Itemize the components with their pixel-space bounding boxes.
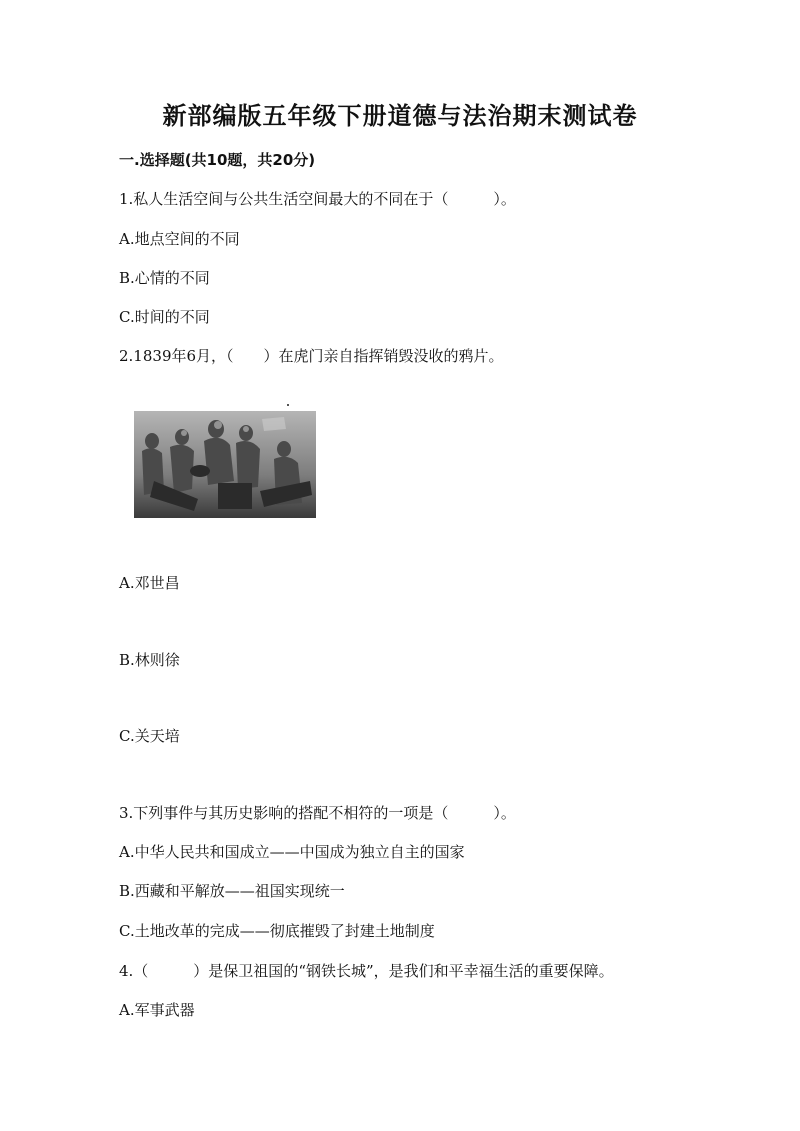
question-2-option-c: C.关天培 <box>119 727 180 745</box>
question-4-option-a: A.军事武器 <box>119 1001 195 1019</box>
question-2-stem: 2.1839年6月，（ ）在虎门亲自指挥销毁没收的鸦片。 <box>119 347 504 365</box>
question-1-option-b: B.心情的不同 <box>119 269 210 287</box>
section-heading: 一.选择题(共10题，共20分) <box>119 151 316 169</box>
page-title: 新部编版五年级下册道德与法治期末测试卷 <box>162 101 638 130</box>
question-2-option-a: A.邓世昌 <box>119 574 180 592</box>
question-2-option-b: B.林则徐 <box>119 651 180 669</box>
question-1-option-a: A.地点空间的不同 <box>119 230 240 248</box>
question-1-stem: 1.私人生活空间与公共生活空间最大的不同在于（ ）。 <box>119 190 516 208</box>
question-1-option-c: C.时间的不同 <box>119 308 210 326</box>
question-3-option-a: A.中华人民共和国成立——中国成为独立自主的国家 <box>119 843 465 861</box>
question-3-option-b: B.西藏和平解放——祖国实现统一 <box>119 882 345 900</box>
question-4-stem: 4.（ ）是保卫祖国的“钢铁长城”，是我们和平幸福生活的重要保障。 <box>119 962 614 980</box>
question-3-stem: 3.下列事件与其历史影响的搭配不相符的一项是（ ）。 <box>119 804 516 822</box>
question-3-option-c: C.土地改革的完成——彻底摧毁了封建土地制度 <box>119 922 435 940</box>
image-dot <box>287 404 289 406</box>
relief-sculpture-photo <box>134 411 316 518</box>
